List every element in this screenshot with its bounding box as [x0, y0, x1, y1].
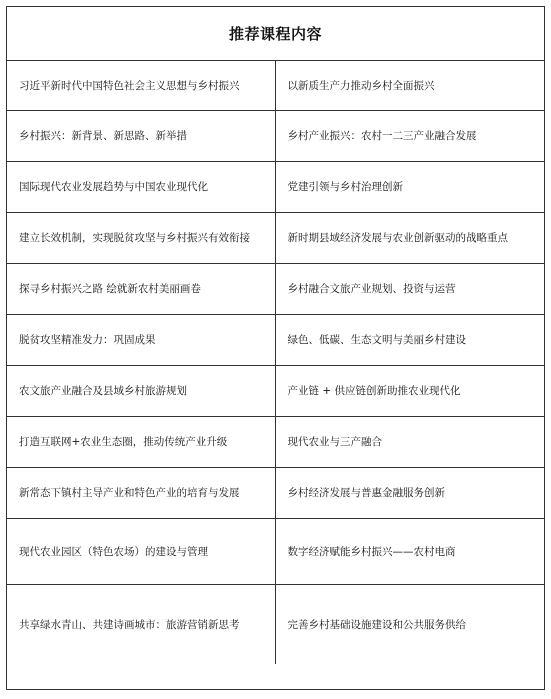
- course-cell: 以新质生产力推动乡村全面振兴: [276, 61, 545, 111]
- course-cell: 新常态下镇村主导产业和特色产业的培育与发展: [7, 468, 276, 519]
- course-cell: 乡村产业振兴：农村一二三产业融合发展: [276, 111, 545, 162]
- course-cell: 乡村振兴：新背景、新思路、新举措: [7, 111, 276, 162]
- course-cell: 建立长效机制，实现脱贫攻坚与乡村振兴有效衔接: [7, 213, 276, 264]
- course-cell: 绿色、低碳、生态文明与美丽乡村建设: [276, 315, 545, 366]
- course-cell: 现代农业与三产融合: [276, 417, 545, 468]
- course-cell: 数字经济赋能乡村振兴——农村电商: [276, 519, 545, 585]
- course-cell: 党建引领与乡村治理创新: [276, 162, 545, 213]
- course-cell: 共享绿水青山、共建诗画城市：旅游营销新思考: [7, 585, 276, 664]
- course-cell: 完善乡村基础设施建设和公共服务供给: [287, 618, 466, 631]
- course-cell: 打造互联网+农业生态圈，推动传统产业升级: [7, 417, 276, 468]
- course-cell: 探寻乡村振兴之路 绘就新农村美丽画卷: [7, 264, 276, 315]
- course-cell: 乡村经济发展与普惠金融服务创新: [276, 468, 545, 519]
- course-cell: 脱贫攻坚精准发力：巩固成果: [7, 315, 276, 366]
- course-cell: 习近平新时代中国特色社会主义思想与乡村振兴: [7, 61, 276, 111]
- course-table: [6, 6, 545, 690]
- course-cell: 产业链 + 供应链创新助推农业现代化: [276, 366, 545, 417]
- course-cell: 现代农业园区（特色农场）的建设与管理: [7, 519, 276, 585]
- course-cell: 农文旅产业融合及县域乡村旅游规划: [7, 366, 276, 417]
- table-title: 推荐课程内容: [7, 7, 544, 61]
- course-cell: 乡村融合文旅产业规划、投资与运营: [276, 264, 545, 315]
- course-cell: 国际现代农业发展趋势与中国农业现代化: [7, 162, 276, 213]
- course-cell: 新时期县域经济发展与农业创新驱动的战略重点: [276, 213, 545, 264]
